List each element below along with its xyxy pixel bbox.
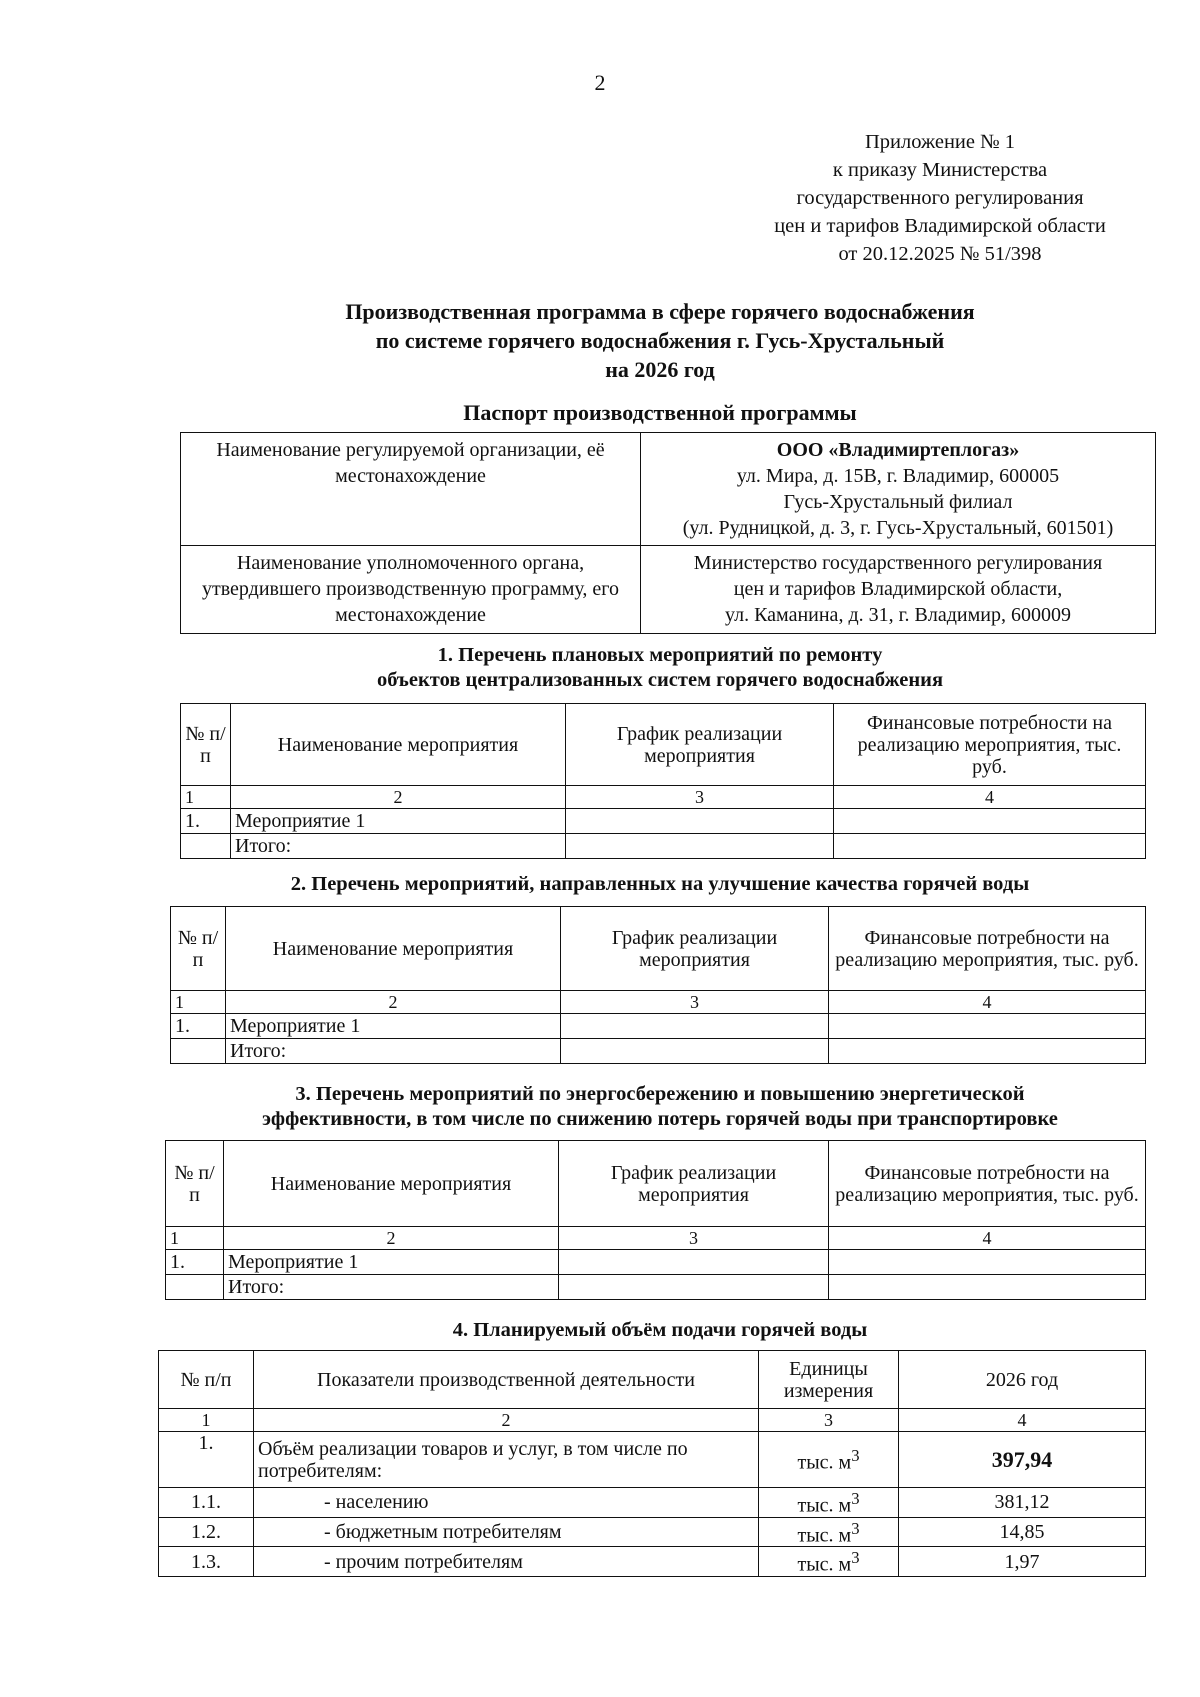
branch-address: (ул. Рудницкой, д. 3, г. Гусь-Хрустальный, 601501): [682, 517, 1114, 539]
title-line: Производственная программа в сфере горячего водоснабжения: [345, 299, 975, 324]
table-row: [159, 1488, 1146, 1518]
organization-name: ООО «Владимиртеплогаз»: [776, 439, 1020, 461]
column-number-row: [166, 1227, 1146, 1250]
section2-title: [180, 872, 1140, 897]
table-header-row: [159, 1351, 1146, 1409]
unit-cell: [759, 1432, 899, 1488]
schedule-cell: [561, 1039, 829, 1064]
value-cell: 14,85: [899, 1517, 1146, 1547]
finance-cell: [829, 1039, 1146, 1064]
row-number: 1.: [181, 809, 231, 834]
unit-label: тыс. м: [797, 1553, 852, 1576]
total-label: Итого:: [224, 1275, 559, 1300]
indicator-name: Объём реализации товаров и услуг, в том числе по потребителям:: [254, 1432, 759, 1488]
column-number: 3: [566, 786, 834, 809]
header-cell: Финансовые потребности на реализацию мероприятия, тыс. руб.: [829, 907, 1146, 991]
unit-cell: [759, 1488, 899, 1518]
row-number: 1.2.: [159, 1517, 254, 1547]
section1-title: [180, 643, 1140, 693]
measure-name: Мероприятие 1: [231, 809, 566, 834]
appendix-line: от 20.12.2025 № 51/398: [838, 243, 1042, 265]
unit-exponent: 3: [851, 1518, 860, 1538]
row-number: 1.: [166, 1250, 224, 1275]
table-header-row: [181, 704, 1146, 786]
section4-title: [180, 1318, 1140, 1343]
schedule-cell: [566, 834, 834, 859]
schedule-cell: [561, 1014, 829, 1039]
table-row: [181, 809, 1146, 834]
column-number: 2: [224, 1227, 559, 1250]
header-cell: № п/п: [159, 1351, 254, 1409]
total-label: Итого:: [226, 1039, 561, 1064]
unit-cell: [759, 1547, 899, 1577]
organization-branch: Гусь-Хрустальный филиал: [783, 491, 1013, 513]
section1-table: [180, 703, 1146, 859]
total-row: [171, 1039, 1146, 1064]
section-title-line: эффективности, в том числе по снижению потерь горячей воды при транспортировке: [262, 1108, 1058, 1130]
table-row: [171, 1014, 1146, 1039]
value-cell: 397,94: [899, 1432, 1146, 1488]
indicator-name: - бюджетным потребителям: [254, 1517, 759, 1547]
appendix-line: государственного регулирования: [796, 187, 1084, 209]
measure-name: Мероприятие 1: [226, 1014, 561, 1039]
value-cell: 381,12: [899, 1488, 1146, 1518]
authority-name: цен и тарифов Владимирской области,: [733, 578, 1063, 600]
column-number: 1: [159, 1409, 254, 1432]
header-cell: График реализации мероприятия: [561, 907, 829, 991]
column-number: 3: [759, 1409, 899, 1432]
row-number: [171, 1039, 226, 1064]
header-cell: № п/п: [171, 907, 226, 991]
document-title: [240, 297, 1080, 384]
row-number: 1.1.: [159, 1488, 254, 1518]
column-number-row: [159, 1409, 1146, 1432]
column-number-row: [171, 991, 1146, 1014]
header-cell: Наименование мероприятия: [224, 1141, 559, 1227]
header-cell: № п/п: [166, 1141, 224, 1227]
section2-table: [170, 906, 1146, 1064]
finance-cell: [829, 1250, 1146, 1275]
section-title-line: 3. Перечень мероприятий по энергосбережению и повышению энергетической: [295, 1083, 1025, 1105]
column-number: 3: [561, 991, 829, 1014]
passport-heading: Паспорт производственной программы: [463, 400, 857, 425]
measure-name: Мероприятие 1: [224, 1250, 559, 1275]
title-line: на 2026 год: [605, 357, 715, 382]
column-number: 1: [181, 786, 231, 809]
finance-cell: [829, 1275, 1146, 1300]
row-number: 1.3.: [159, 1547, 254, 1577]
row-number: [166, 1275, 224, 1300]
header-cell: Наименование мероприятия: [226, 907, 561, 991]
header-cell: Показатели производственной деятельности: [254, 1351, 759, 1409]
header-cell: Финансовые потребности на реализацию мероприятия, тыс. руб.: [834, 704, 1146, 786]
section4-table: [158, 1350, 1146, 1577]
column-number: 1: [171, 991, 226, 1014]
appendix-line: Приложение № 1: [864, 131, 1016, 153]
unit-label: тыс. м: [797, 1451, 852, 1474]
passport-table: [180, 432, 1156, 634]
unit-exponent: 3: [851, 1548, 860, 1568]
header-cell: График реализации мероприятия: [566, 704, 834, 786]
table-row: [159, 1432, 1146, 1488]
appendix-block: [700, 128, 1180, 268]
column-number: 3: [559, 1227, 829, 1250]
unit-exponent: 3: [851, 1446, 860, 1466]
unit-exponent: 3: [851, 1489, 860, 1508]
section-title-line: 2. Перечень мероприятий, направленных на улучшение качества горячей воды: [290, 873, 1030, 895]
column-number: 4: [829, 1227, 1146, 1250]
value-cell: 1,97: [899, 1547, 1146, 1577]
table-header-row: [171, 907, 1146, 991]
passport-value: [641, 433, 1156, 546]
finance-cell: [834, 809, 1146, 834]
schedule-cell: [559, 1250, 829, 1275]
header-cell: Наименование мероприятия: [231, 704, 566, 786]
section-title-line: 1. Перечень плановых мероприятий по ремонту: [437, 644, 883, 666]
indicator-name: - населению: [254, 1488, 759, 1518]
column-number-row: [181, 786, 1146, 809]
column-number: 4: [834, 786, 1146, 809]
header-cell: Единицы измерения: [759, 1351, 899, 1409]
column-number: 2: [231, 786, 566, 809]
finance-cell: [834, 834, 1146, 859]
indicator-name: - прочим потребителям: [254, 1547, 759, 1577]
row-number: 1.: [159, 1432, 254, 1488]
appendix-line: цен и тарифов Владимирской области: [774, 215, 1106, 237]
passport-label: Наименование уполномоченного органа, утвердившего производственную программу, его местонахождение: [181, 546, 641, 634]
header-cell: График реализации мероприятия: [559, 1141, 829, 1227]
schedule-cell: [566, 809, 834, 834]
total-row: [166, 1275, 1146, 1300]
section-title-line: объектов централизованных систем горячего водоснабжения: [376, 669, 944, 691]
column-number: 1: [166, 1227, 224, 1250]
appendix-line: к приказу Министерства: [832, 159, 1048, 181]
page-number: 2: [594, 70, 606, 95]
section3-table: [165, 1140, 1146, 1300]
passport-value: [641, 546, 1156, 634]
table-row: [159, 1517, 1146, 1547]
section-title-line: 4. Планируемый объём подачи горячей воды: [452, 1319, 868, 1341]
authority-name: Министерство государственного регулирования: [693, 552, 1103, 574]
table-row: [159, 1547, 1146, 1577]
passport-label: Наименование регулируемой организации, её местонахождение: [181, 433, 641, 546]
column-number: 4: [899, 1409, 1146, 1432]
unit-label: тыс. м: [797, 1494, 852, 1517]
row-number: 1.: [171, 1014, 226, 1039]
table-row: [166, 1250, 1146, 1275]
header-cell: № п/п: [181, 704, 231, 786]
unit-label: тыс. м: [797, 1524, 852, 1547]
column-number: 2: [254, 1409, 759, 1432]
passport-row-organization: [181, 433, 1156, 546]
section3-title: [180, 1082, 1140, 1132]
column-number: 4: [829, 991, 1146, 1014]
total-row: [181, 834, 1146, 859]
column-number: 2: [226, 991, 561, 1014]
row-number: [181, 834, 231, 859]
finance-cell: [829, 1014, 1146, 1039]
total-label: Итого:: [231, 834, 566, 859]
organization-address: ул. Мира, д. 15В, г. Владимир, 600005: [736, 465, 1060, 487]
header-cell: 2026 год: [899, 1351, 1146, 1409]
passport-row-authority: [181, 546, 1156, 634]
table-header-row: [166, 1141, 1146, 1227]
unit-cell: [759, 1517, 899, 1547]
header-cell: Финансовые потребности на реализацию мероприятия, тыс. руб.: [829, 1141, 1146, 1227]
schedule-cell: [559, 1275, 829, 1300]
title-line: по системе горячего водоснабжения г. Гусь-Хрустальный: [375, 328, 945, 353]
authority-address: ул. Каманина, д. 31, г. Владимир, 600009: [725, 604, 1071, 626]
